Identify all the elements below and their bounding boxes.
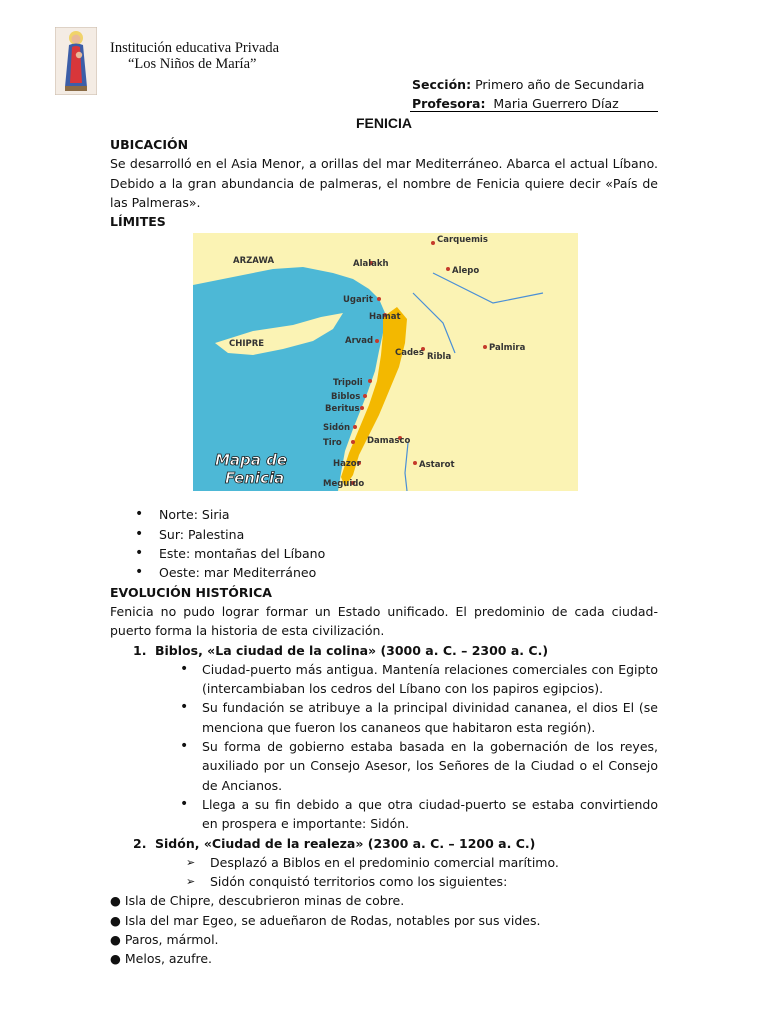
map-label-ugarit: Ugarit xyxy=(343,295,373,306)
ubicacion-heading: UBICACIÓN xyxy=(110,137,189,152)
limite-item-sur: • Sur: Palestina xyxy=(110,525,658,544)
period-point: • Su fundación se atribuye a la principal divinidad cananea, el dios El (se menciona que fueron los cananeos que habitaron esta región). xyxy=(110,698,658,737)
period-heading xyxy=(110,834,658,853)
map-label-biblos: Biblos xyxy=(331,392,361,403)
seccion-value: Primero año de Secundaria xyxy=(475,77,645,92)
map-label-astarot: Astarot xyxy=(419,460,455,471)
map-label-alepo: Alepo xyxy=(452,266,480,277)
period-arrow-points xyxy=(110,853,658,892)
map-label-alalakh: Alalakh xyxy=(353,259,389,270)
arrow-point-text: Desplazó a Biblos en el predominio comercial marítimo. xyxy=(210,854,559,870)
period-points xyxy=(110,660,658,834)
page-title: FENICIA xyxy=(356,115,412,131)
map-label-damasco: Damasco xyxy=(367,436,411,447)
map-label-carquemis: Carquemis xyxy=(437,235,488,246)
period-title: Biblos, «La ciudad de la colina» (3000 a. C. – 2300 a. C.) xyxy=(155,642,549,658)
period-title: Sidón, «Ciudad de la realeza» (2300 a. C. – 1200 a. C.) xyxy=(155,835,536,851)
institution-line-1: Institución educativa Privada xyxy=(110,40,280,56)
period-heading xyxy=(110,641,658,660)
virgin-mary-logo-icon xyxy=(55,27,97,95)
phoenicia-map xyxy=(193,233,578,491)
limites-list xyxy=(110,505,658,582)
map-label-arzawa: ARZAWA xyxy=(233,256,275,267)
seccion-row xyxy=(412,75,644,94)
map-label-cades: Cades xyxy=(395,348,424,359)
profesora-value: Maria Guerrero Díaz xyxy=(493,96,619,111)
document-body xyxy=(110,135,658,969)
territory-item: ● Melos, azufre. xyxy=(110,951,213,967)
limite-item-oeste: • Oeste: mar Mediterráneo xyxy=(110,563,658,582)
evolucion-intro: Fenicia no pudo lograr formar un Estado unificado. El predominio de cada ciudad-puerto forma la historia de esta civilización. xyxy=(110,603,658,639)
profesora-label: Profesora: xyxy=(412,96,486,111)
map-caption-line-1: Mapa de xyxy=(215,451,288,470)
period-point: • Llega a su fin debido a que otra ciudad-puerto se estaba convirtiendo en prospera e importante: Sidón. xyxy=(110,795,658,834)
map-caption-line-2: Fenicia xyxy=(225,469,285,488)
limite-item-este: • Este: montañas del Líbano xyxy=(110,544,658,563)
period-point: • Ciudad-puerto más antigua. Mantenía relaciones comerciales con Egipto (intercambiaban los cedros del Líbano con los papiros egipcios). xyxy=(110,660,658,699)
institution-line-2: “Los Niños de María” xyxy=(128,56,257,72)
period-point: • Su forma de gobierno estaba basada en la gobernación de los reyes, auxiliado por un Consejo Asesor, los Señores de la Ciudad o el Consejo de Ancianos. xyxy=(110,737,658,795)
period-number: 1. xyxy=(133,642,147,658)
map-label-ribla: Ribla xyxy=(427,352,452,363)
limite-item-norte: • Norte: Siria xyxy=(110,505,658,524)
evolucion-heading: EVOLUCIÓN HISTÓRICA xyxy=(110,584,272,600)
header-rule xyxy=(410,111,658,112)
map-label-chipre: CHIPRE xyxy=(229,339,265,350)
arrow-point-text: Sidón conquistó territorios como los siguientes: xyxy=(210,874,508,890)
arrow-bullet-icon: ➢ xyxy=(186,855,196,869)
map-label-beritus: Beritus xyxy=(325,404,360,415)
institution-name xyxy=(110,40,279,72)
territory-item: ● Isla del mar Egeo, se adueñaron de Rodas, notables por sus vides. xyxy=(110,912,541,928)
map-label-arvad: Arvad xyxy=(345,336,374,347)
territory-item: ● Paros, mármol. xyxy=(110,932,219,948)
territory-item: ● Isla de Chipre, descubrieron minas de cobre. xyxy=(110,893,405,909)
limites-heading: LÍMITES xyxy=(110,214,166,230)
map-label-sidon: Sidón xyxy=(323,423,351,434)
arrow-point xyxy=(110,872,658,891)
seccion-label: Sección: xyxy=(412,77,472,92)
ubicacion-text: Se desarrolló en el Asia Menor, a orillas del mar Mediterráneo. Abarca el actual Líbano. Debido a la gran abundancia de palmeras, el nombre de Fenicia quiere decir «País de las Palmeras». xyxy=(110,156,658,210)
periods-list xyxy=(110,641,658,969)
map-label-hazor: Hazor xyxy=(333,459,361,470)
course-info xyxy=(412,75,644,113)
territories-list xyxy=(110,891,658,968)
period-biblos xyxy=(110,641,658,834)
period-number: 2. xyxy=(133,835,147,851)
arrow-point xyxy=(110,853,658,872)
map-container xyxy=(110,233,658,501)
map-label-meguido: Meguido xyxy=(323,479,365,490)
period-sidon xyxy=(110,834,658,969)
map-label-tiro: Tiro xyxy=(323,438,342,449)
map-label-hamat: Hamat xyxy=(369,312,401,323)
arrow-bullet-icon: ➢ xyxy=(186,875,196,889)
map-label-palmira: Palmira xyxy=(489,343,526,354)
map-label-tripoli: Tripoli xyxy=(333,378,363,389)
